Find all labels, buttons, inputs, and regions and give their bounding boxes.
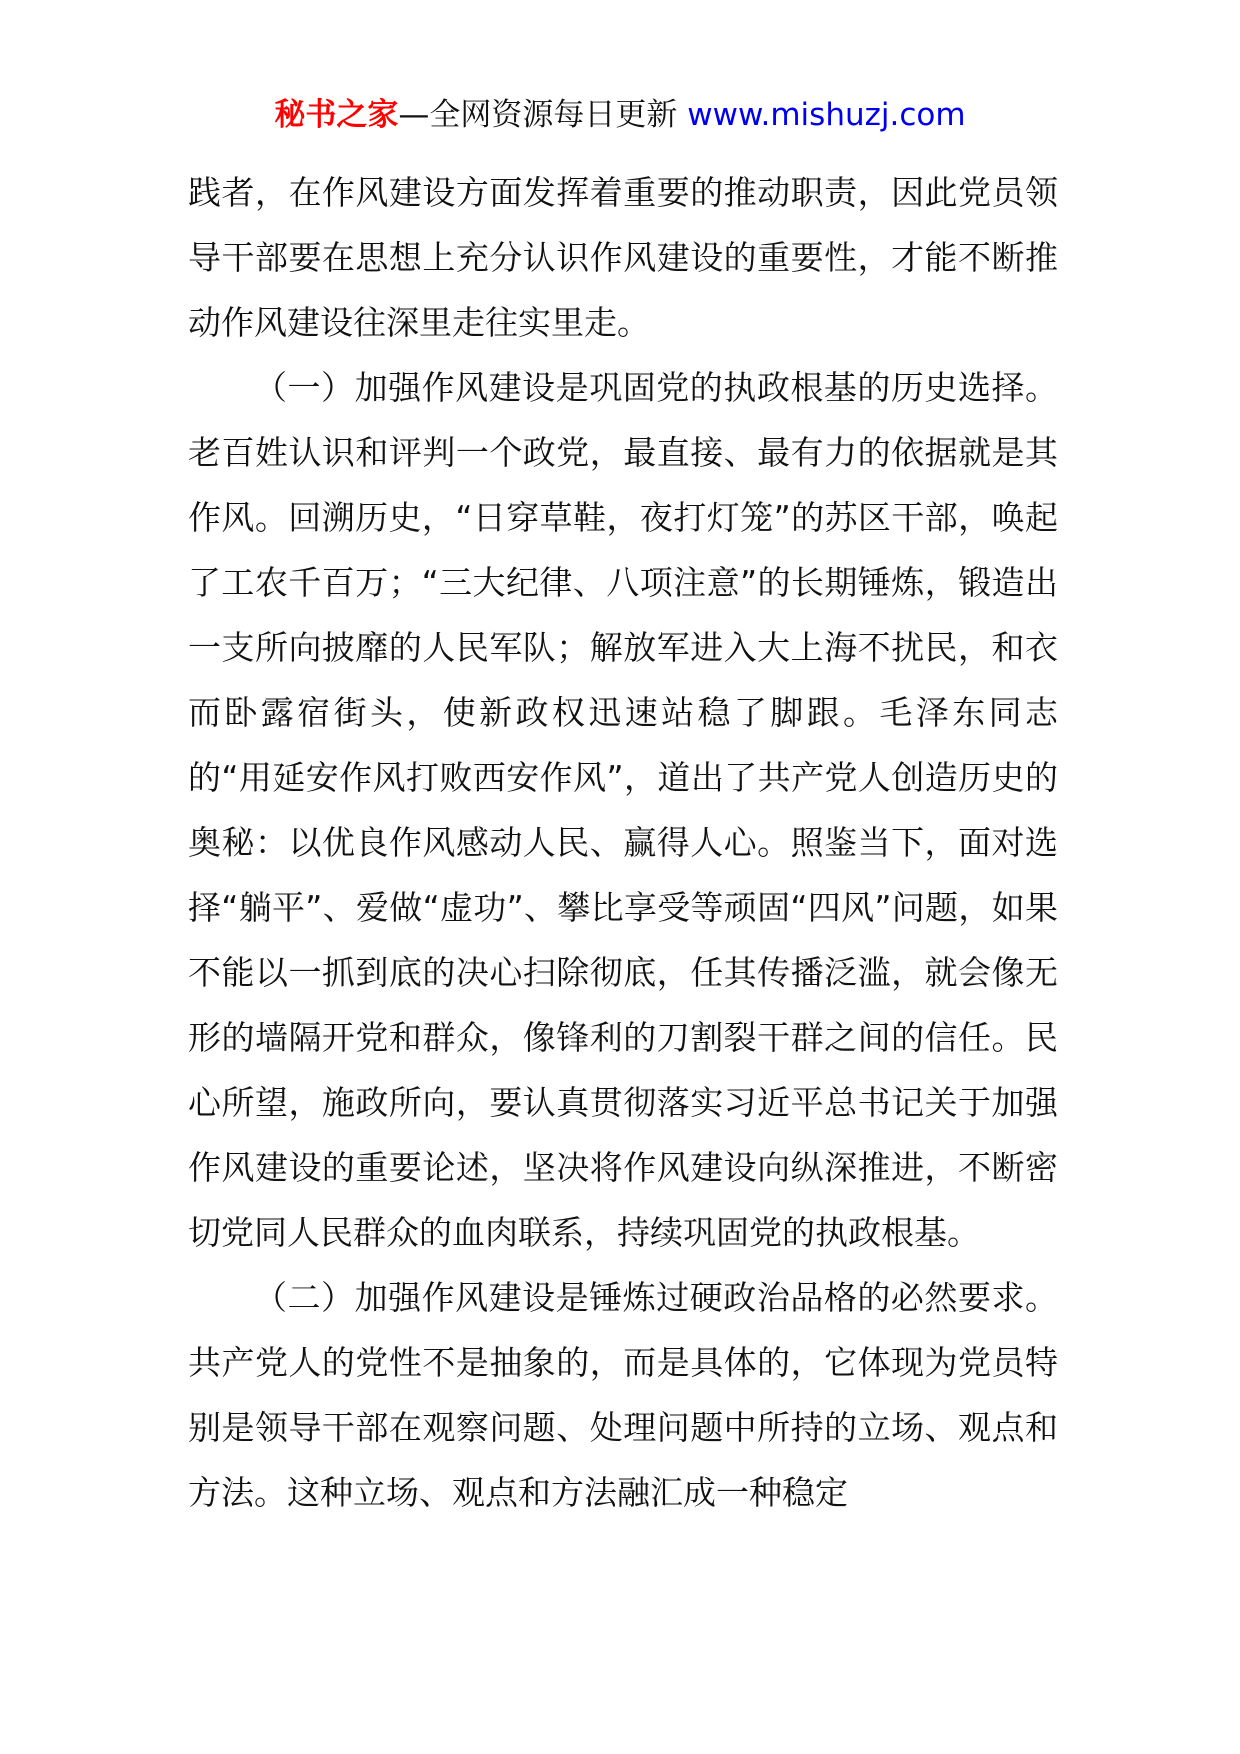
site-url-link[interactable]: www.mishuzj.com [687,97,966,133]
paragraph-continuation: 践者，在作风建设方面发挥着重要的推动职责，因此党员领导干部要在思想上充分认识作风建设的重要性，才能不断推动作风建设往深里走往实里走。 [188,173,1058,342]
document-body [188,160,1058,1525]
paragraph-section-one: （一）加强作风建设是巩固党的执政根基的历史选择。老百姓认识和评判一个政党，最直接、最有力的依据就是其作风。回溯历史，“日穿草鞋，夜打灯笼”的苏区干部，唤起了工农千百万；“三大纪律、八项注意”的长期锤炼，锻造出一支所向披靡的人民军队；解放军进入大上海不扰民，和衣而卧露宿街头，使新政权迅速站稳了脚跟。毛泽东同志的“用延安作风打败西安作风”，道出了共产党人创造历史的奥秘：以优良作风感动人民、赢得人心。照鉴当下，面对选择“躺平”、爱做“虚功”、攀比享受等顽固“四风”问题，如果不能以一抓到底的决心扫除彻底，任其传播泛滥，就会像无形的墙隔开党和群众，像锋利的刀割裂干群之间的信任。民心所望，施政所向，要认真贯彻落实习近平总书记关于加强作风建设的重要论述，坚决将作风建设向纵深推进，不断密切党同人民群众的血肉联系，持续巩固党的执政根基。 [188,368,1058,1252]
site-header [0,95,1240,135]
site-tagline: —全网资源每日更新 [398,97,678,133]
site-brand: 秘书之家 [274,97,399,133]
paragraph-section-two: （二）加强作风建设是锤炼过硬政治品格的必然要求。共产党人的党性不是抽象的，而是具体的，它体现为党员特别是领导干部在观察问题、处理问题中所持的立场、观点和方法。这种立场、观点和方法融汇成一种稳定 [188,1278,1058,1512]
